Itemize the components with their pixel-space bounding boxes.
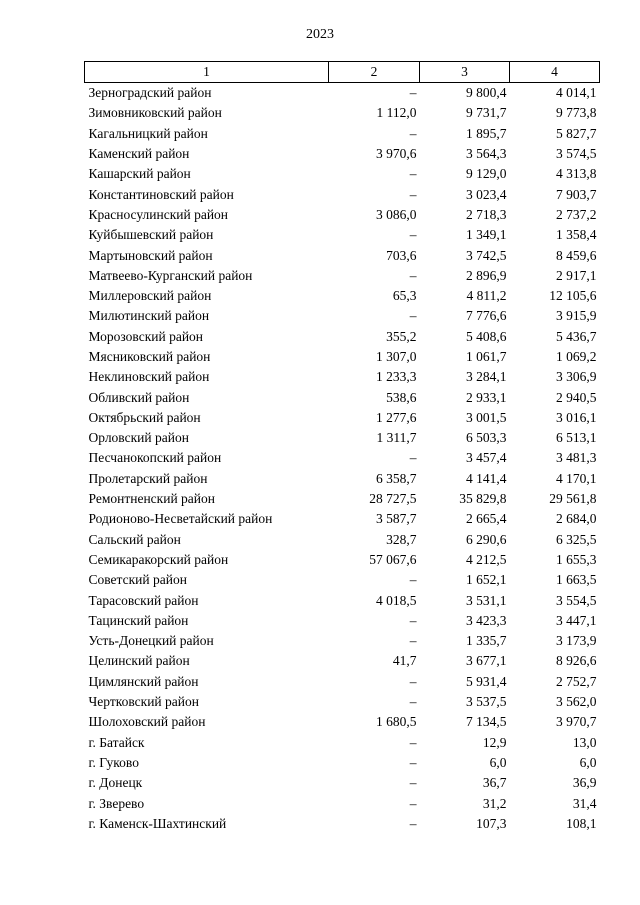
row-name-cell: Куйбышевский район: [88, 227, 214, 243]
column-3-cell: 3 677,1: [466, 653, 507, 669]
table-row: [85, 327, 600, 347]
column-4-cell: 2 917,1: [556, 267, 597, 283]
column-3-cell: 4 212,5: [466, 551, 507, 567]
column-2-cell: 4 018,5: [376, 592, 417, 608]
row-name-cell: Семикаракорский район: [88, 551, 229, 567]
row-name-cell: Советский район: [88, 572, 187, 588]
row-name-cell: Милютинский район: [88, 308, 210, 324]
column-3-cell: 1 652,1: [466, 572, 507, 588]
table-row: [85, 347, 600, 367]
column-4-cell: 3 481,3: [556, 450, 597, 466]
table-row: [85, 793, 600, 813]
table-row: [85, 611, 600, 631]
table-row: [85, 814, 600, 834]
column-4-cell: 3 016,1: [556, 409, 597, 425]
column-2-cell: 3 587,7: [376, 511, 417, 527]
column-3-cell: 2 896,9: [466, 267, 507, 283]
table-row: [85, 286, 600, 306]
row-name-cell: г. Каменск-Шахтинский: [88, 815, 227, 831]
column-2-cell: –: [409, 125, 417, 141]
column-2-cell: –: [409, 694, 417, 710]
column-3-cell: 6 503,3: [466, 430, 507, 446]
column-4-cell: 6 513,1: [556, 430, 597, 446]
column-2-cell: 1 112,0: [376, 105, 417, 121]
column-4-cell: 1 663,5: [556, 572, 597, 588]
column-header-4: 4: [510, 62, 600, 83]
column-2-cell: 3 970,6: [376, 146, 417, 162]
column-4-cell: 3 306,9: [556, 369, 597, 385]
column-4-cell: 3 447,1: [556, 612, 597, 628]
table-row: [85, 550, 600, 570]
table-row: [85, 184, 600, 204]
column-2-cell: –: [409, 85, 417, 101]
column-2-cell: 355,2: [386, 328, 417, 344]
row-name-cell: г. Донецк: [88, 775, 143, 791]
column-header-3: 3: [420, 62, 510, 83]
table-row: [85, 753, 600, 773]
column-3-cell: 7 776,6: [466, 308, 507, 324]
column-3-cell: 1 895,7: [466, 125, 507, 141]
column-2-cell: 1 311,7: [376, 430, 417, 446]
column-4-cell: 2 940,5: [556, 389, 597, 405]
column-3-cell: 31,2: [482, 795, 507, 811]
column-4-cell: 108,1: [566, 815, 597, 831]
row-name-cell: Каменский район: [88, 146, 190, 162]
column-3-cell: 3 423,3: [466, 612, 507, 628]
column-2-cell: –: [409, 775, 417, 791]
column-2-cell: –: [409, 166, 417, 182]
column-3-cell: 12,9: [482, 734, 507, 750]
column-4-cell: 4 170,1: [556, 470, 597, 486]
table-row: [85, 530, 600, 550]
table-row: [85, 469, 600, 489]
column-3-cell: 3 742,5: [466, 247, 507, 263]
column-2-cell: –: [409, 673, 417, 689]
column-3-cell: 9 129,0: [466, 166, 507, 182]
row-name-cell: Целинский район: [88, 653, 190, 669]
column-3-cell: 5 931,4: [466, 673, 507, 689]
column-2-cell: –: [409, 267, 417, 283]
table-row: [85, 773, 600, 793]
column-2-cell: 28 727,5: [369, 491, 417, 507]
column-3-cell: 3 284,1: [466, 369, 507, 385]
column-4-cell: 2 752,7: [556, 673, 597, 689]
column-3-cell: 1 349,1: [466, 227, 507, 243]
table-row: [85, 83, 600, 104]
row-name-cell: Морозовский район: [88, 328, 204, 344]
column-2-cell: 41,7: [392, 653, 417, 669]
row-name-cell: Константиновский район: [88, 186, 234, 202]
row-name-cell: Песчанокопский район: [88, 450, 222, 466]
column-2-cell: –: [409, 227, 417, 243]
column-2-cell: 57 067,6: [369, 551, 417, 567]
column-3-cell: 9 800,4: [466, 85, 507, 101]
table-row: [85, 408, 600, 428]
column-3-cell: 2 933,1: [466, 389, 507, 405]
table-row: [85, 205, 600, 225]
table-row: [85, 367, 600, 387]
column-4-cell: 29 561,8: [549, 491, 597, 507]
column-4-cell: 5 436,7: [556, 328, 597, 344]
column-2-cell: –: [409, 572, 417, 588]
table-row: [85, 164, 600, 184]
table-row: [85, 144, 600, 164]
table-row: [85, 245, 600, 265]
column-4-cell: 4 313,8: [556, 166, 597, 182]
table-row: [85, 672, 600, 692]
data-table: [84, 61, 600, 834]
row-name-cell: Цимлянский район: [88, 673, 199, 689]
column-4-cell: 8 459,6: [556, 247, 597, 263]
column-3-cell: 3 457,4: [466, 450, 507, 466]
row-name-cell: Мартыновский район: [88, 247, 213, 263]
column-3-cell: 36,7: [482, 775, 507, 791]
column-3-cell: 7 134,5: [466, 714, 507, 730]
table-row: [85, 570, 600, 590]
row-name-cell: Тарасовский район: [88, 592, 199, 608]
column-4-cell: 36,9: [572, 775, 597, 791]
column-2-cell: –: [409, 754, 417, 770]
column-2-cell: 538,6: [386, 389, 417, 405]
column-4-cell: 3 915,9: [556, 308, 597, 324]
column-2-cell: 3 086,0: [376, 206, 417, 222]
column-4-cell: 13,0: [572, 734, 597, 750]
column-2-cell: 1 680,5: [376, 714, 417, 730]
column-4-cell: 1 358,4: [556, 227, 597, 243]
column-4-cell: 6,0: [579, 754, 597, 770]
column-3-cell: 3 023,4: [466, 186, 507, 202]
row-name-cell: г. Батайск: [88, 734, 145, 750]
row-name-cell: Октябрьский район: [88, 409, 201, 425]
row-name-cell: Миллеровский район: [88, 288, 212, 304]
column-2-cell: 703,6: [386, 247, 417, 263]
row-name-cell: Обливский район: [88, 389, 190, 405]
column-4-cell: 3 970,7: [556, 714, 597, 730]
column-header-2: 2: [329, 62, 420, 83]
column-4-cell: 4 014,1: [556, 85, 597, 101]
column-2-cell: –: [409, 612, 417, 628]
column-3-cell: 2 718,3: [466, 206, 507, 222]
column-3-cell: 2 665,4: [466, 511, 507, 527]
row-name-cell: Чертковский район: [88, 694, 199, 710]
column-3-cell: 5 408,6: [466, 328, 507, 344]
column-3-cell: 1 335,7: [466, 633, 507, 649]
column-2-cell: 1 277,6: [376, 409, 417, 425]
table-row: [85, 489, 600, 509]
row-name-cell: Шолоховский район: [88, 714, 206, 730]
column-4-cell: 1 069,2: [556, 349, 597, 364]
column-2-cell: 1 233,3: [376, 369, 417, 385]
header-row: [85, 62, 600, 83]
column-4-cell: 8 926,6: [556, 653, 597, 669]
column-2-cell: 65,3: [392, 288, 417, 304]
row-name-cell: Ремонтненский район: [88, 491, 215, 507]
column-2-cell: –: [409, 308, 417, 324]
column-4-cell: 12 105,6: [549, 288, 597, 304]
column-2-cell: –: [409, 795, 417, 811]
column-2-cell: –: [409, 633, 417, 649]
row-name-cell: г. Зверево: [88, 795, 145, 811]
table-body: [85, 83, 600, 834]
column-2-cell: –: [409, 734, 417, 750]
column-4-cell: 3 574,5: [556, 146, 597, 162]
column-3-cell: 6,0: [489, 754, 507, 770]
row-name-cell: г. Гуково: [88, 754, 139, 770]
row-name-cell: Тацинский район: [88, 612, 189, 628]
page-year-heading: 2023: [306, 27, 334, 42]
column-3-cell: 3 531,1: [466, 592, 507, 608]
column-2-cell: 328,7: [386, 531, 417, 547]
table-row: [85, 266, 600, 286]
row-name-cell: Кашарский район: [88, 166, 191, 182]
column-2-cell: 6 358,7: [376, 470, 417, 486]
column-3-cell: 6 290,6: [466, 531, 507, 547]
row-name-cell: Неклиновский район: [88, 369, 210, 385]
column-4-cell: 5 827,7: [556, 125, 597, 141]
column-2-cell: –: [409, 186, 417, 202]
table-row: [85, 428, 600, 448]
column-4-cell: 3 554,5: [556, 592, 597, 608]
table-row: [85, 103, 600, 123]
table-row: [85, 692, 600, 712]
column-2-cell: –: [409, 815, 417, 831]
column-3-cell: 1 061,7: [466, 349, 507, 364]
table-row: [85, 124, 600, 144]
row-name-cell: Орловский район: [88, 430, 189, 446]
row-name-cell: Мясниковский район: [88, 349, 211, 364]
row-name-cell: Матвеево-Курганский район: [88, 267, 253, 283]
column-4-cell: 9 773,8: [556, 105, 597, 121]
column-4-cell: 2 684,0: [556, 511, 597, 527]
column-3-cell: 4 811,2: [466, 288, 507, 304]
column-4-cell: 3 562,0: [556, 694, 597, 710]
row-name-cell: Родионово-Несветайский район: [88, 511, 273, 527]
column-3-cell: 107,3: [476, 815, 507, 831]
table-row: [85, 733, 600, 753]
column-2-cell: 1 307,0: [376, 349, 417, 364]
column-4-cell: 6 325,5: [556, 531, 597, 547]
table-row: [85, 651, 600, 671]
column-3-cell: 9 731,7: [466, 105, 507, 121]
table-row: [85, 387, 600, 407]
column-4-cell: 3 173,9: [556, 633, 597, 649]
row-name-cell: Сальский район: [88, 531, 181, 547]
table-row: [85, 448, 600, 468]
column-4-cell: 2 737,2: [556, 206, 597, 222]
column-3-cell: 3 001,5: [466, 409, 507, 425]
column-4-cell: 1 655,3: [556, 551, 597, 567]
table-row: [85, 590, 600, 610]
table-row: [85, 631, 600, 651]
row-name-cell: Кагальницкий район: [88, 125, 208, 141]
row-name-cell: Красносулинский район: [88, 206, 229, 222]
column-4-cell: 7 903,7: [556, 186, 597, 202]
row-name-cell: Усть-Донецкий район: [88, 633, 214, 649]
column-3-cell: 4 141,4: [466, 470, 507, 486]
column-3-cell: 3 564,3: [466, 146, 507, 162]
table-row: [85, 509, 600, 529]
column-4-cell: 31,4: [572, 795, 597, 811]
row-name-cell: Зимовниковский район: [88, 105, 222, 121]
table-row: [85, 306, 600, 326]
table-row: [85, 712, 600, 732]
row-name-cell: Пролетарский район: [88, 470, 208, 486]
column-3-cell: 35 829,8: [459, 491, 507, 507]
column-2-cell: –: [409, 450, 417, 466]
row-name-cell: Зерноградский район: [88, 85, 212, 101]
column-header-1: 1: [85, 62, 329, 83]
column-3-cell: 3 537,5: [466, 694, 507, 710]
table-row: [85, 225, 600, 245]
